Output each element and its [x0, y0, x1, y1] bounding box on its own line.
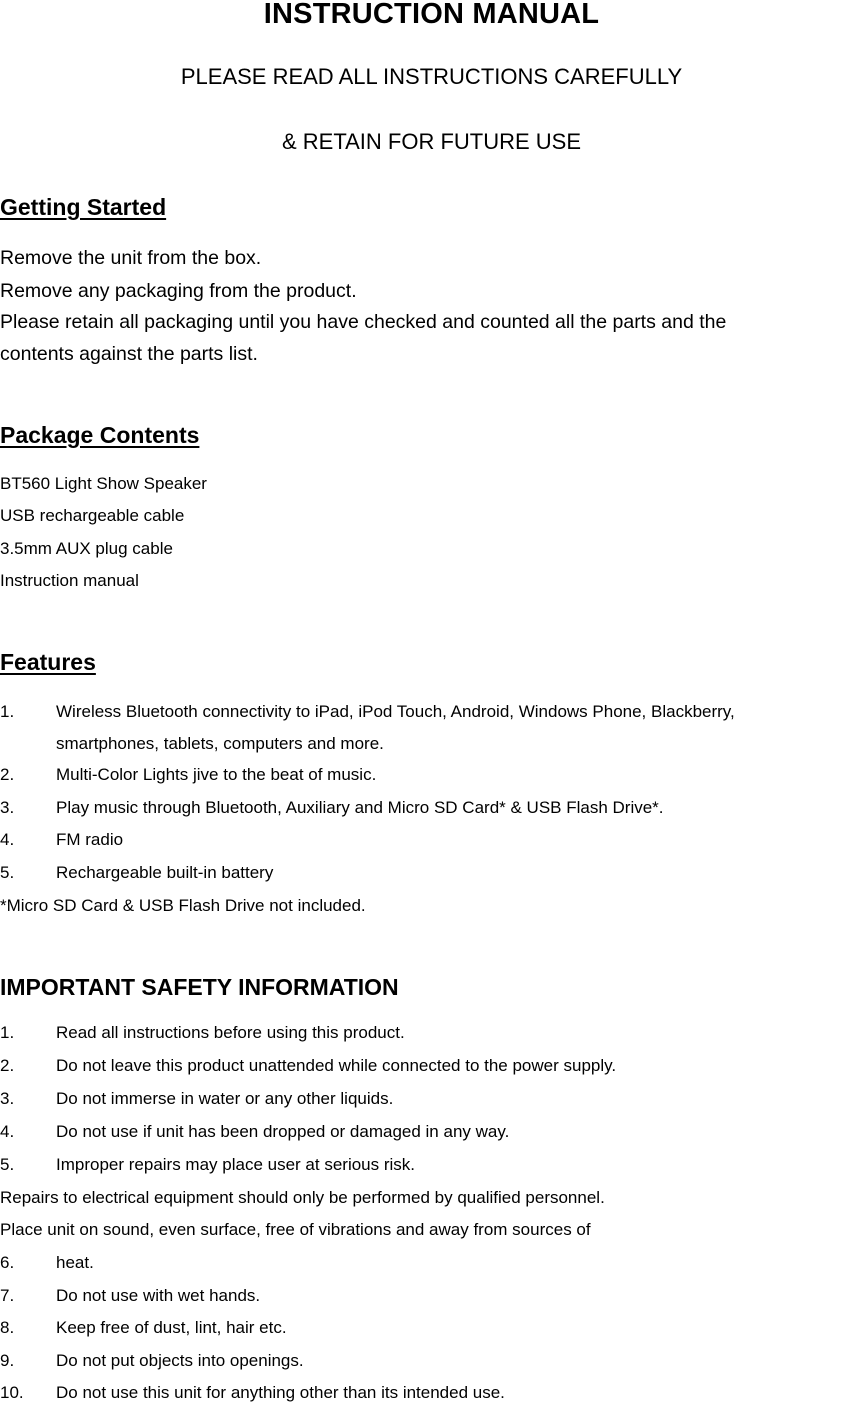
item-text: Do not immerse in water or any other liquids. [56, 1089, 394, 1108]
item-number: 3. [0, 798, 15, 817]
item-number: 10. [0, 1383, 24, 1402]
package-item: Instruction manual [0, 571, 139, 590]
item-text: Do not put objects into openings. [56, 1351, 304, 1370]
features-heading: Features [0, 649, 96, 675]
item-number: 5. [0, 863, 15, 882]
item-number: 2. [0, 765, 15, 784]
features-footnote: *Micro SD Card & USB Flash Drive not included. [0, 896, 366, 915]
page-title: INSTRUCTION MANUAL [263, 0, 600, 30]
feature-item-continuation: smartphones, tablets, computers and more. [56, 734, 384, 753]
subtitle-line-2: & RETAIN FOR FUTURE USE [281, 129, 582, 154]
item-number: 3. [0, 1089, 15, 1108]
item-number: 4. [0, 1122, 15, 1141]
item-text: Keep free of dust, lint, hair etc. [56, 1318, 287, 1337]
item-text: Improper repairs may place user at serious risk. [56, 1155, 416, 1174]
package-item: BT560 Light Show Speaker [0, 474, 207, 493]
item-text: Multi-Color Lights jive to the beat of music. [56, 765, 377, 784]
item-text: Do not use with wet hands. [56, 1286, 261, 1305]
item-number: 1. [0, 702, 15, 721]
item-number: 6. [0, 1253, 15, 1272]
getting-started-line: Remove any packaging from the product. [0, 280, 357, 302]
item-text: Do not leave this product unattended while connected to the power supply. [56, 1056, 617, 1075]
package-contents-heading: Package Contents [0, 422, 200, 448]
safety-note: Place unit on sound, even surface, free of vibrations and away from sources of [0, 1220, 591, 1239]
item-number: 8. [0, 1318, 15, 1337]
item-text: Wireless Bluetooth connectivity to iPad, iPod Touch, Android, Windows Phone, Blackberry, [56, 702, 735, 721]
getting-started-line: Remove the unit from the box. [0, 247, 262, 269]
getting-started-line: contents against the parts list. [0, 343, 258, 365]
item-text: Do not use this unit for anything other than its intended use. [56, 1383, 505, 1402]
item-number: 7. [0, 1286, 15, 1305]
item-text: Read all instructions before using this product. [56, 1023, 405, 1042]
item-number: 5. [0, 1155, 15, 1174]
item-text: Play music through Bluetooth, Auxiliary and Micro SD Card* & USB Flash Drive*. [56, 798, 664, 817]
item-text: FM radio [56, 830, 124, 849]
subtitle-line-1: PLEASE READ ALL INSTRUCTIONS CAREFULLY [180, 64, 683, 89]
item-number: 2. [0, 1056, 15, 1075]
package-item: USB rechargeable cable [0, 506, 185, 525]
safety-note: Repairs to electrical equipment should only be performed by qualified personnel. [0, 1188, 605, 1207]
getting-started-heading: Getting Started [0, 194, 167, 220]
package-item: 3.5mm AUX plug cable [0, 539, 173, 558]
item-text: Rechargeable built-in battery [56, 863, 274, 882]
item-number: 9. [0, 1351, 15, 1370]
item-text: Do not use if unit has been dropped or damaged in any way. [56, 1122, 510, 1141]
item-number: 4. [0, 830, 15, 849]
item-text: heat. [56, 1253, 94, 1272]
getting-started-line: Please retain all packaging until you have checked and counted all the parts and the [0, 311, 727, 333]
item-number: 1. [0, 1023, 15, 1042]
safety-heading: IMPORTANT SAFETY INFORMATION [0, 974, 399, 1000]
